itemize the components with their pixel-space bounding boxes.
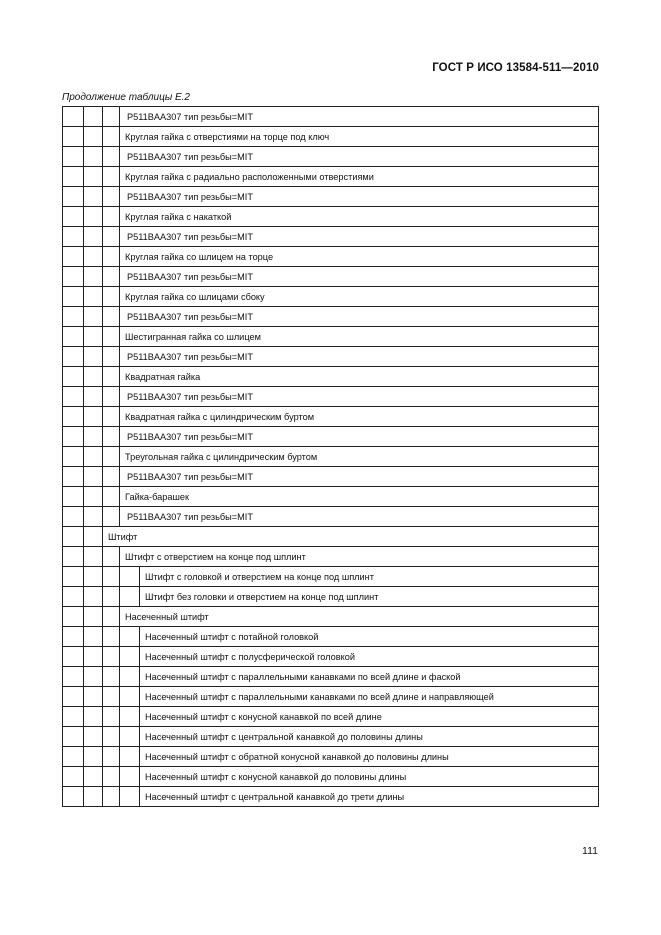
indent-cell <box>84 547 103 567</box>
indent-cell <box>63 187 84 207</box>
indent-cell <box>84 427 103 447</box>
indent-cell <box>84 647 103 667</box>
indent-cell <box>63 107 84 127</box>
indent-cell <box>103 507 120 527</box>
table-row <box>63 187 599 207</box>
indent-cell <box>84 747 103 767</box>
indent-cell <box>63 247 84 267</box>
class-name-cell: Насеченный штифт с параллельными канавками по всей длине и фаской <box>140 667 599 687</box>
indent-cell <box>63 347 84 367</box>
table-row <box>63 707 599 727</box>
class-name-cell: Шестигранная гайка со шлицем <box>120 327 599 347</box>
table-row <box>63 447 599 467</box>
indent-cell <box>103 447 120 467</box>
table-row <box>63 327 599 347</box>
table-row <box>63 727 599 747</box>
table-row <box>63 767 599 787</box>
table-row <box>63 227 599 247</box>
class-name-cell: Насеченный штифт с полусферической головкой <box>140 647 599 667</box>
class-name-cell: Штифт без головки и отверстием на конце под шплинт <box>140 587 599 607</box>
table-row <box>63 247 599 267</box>
class-name-cell: Круглая гайка с радиально расположенными отверстиями <box>120 167 599 187</box>
table-row <box>63 127 599 147</box>
indent-cell <box>103 107 120 127</box>
table-row <box>63 667 599 687</box>
indent-cell <box>84 367 103 387</box>
property-code-cell: P511BAA307 тип резьбы=MIT <box>120 347 599 367</box>
indent-cell <box>103 307 120 327</box>
indent-cell <box>103 627 120 647</box>
indent-cell <box>103 607 120 627</box>
table-row <box>63 607 599 627</box>
indent-cell <box>103 367 120 387</box>
indent-cell <box>84 147 103 167</box>
indent-cell <box>63 367 84 387</box>
indent-cell <box>63 707 84 727</box>
property-code-cell: P511BAA307 тип резьбы=MIT <box>120 507 599 527</box>
class-name-cell: Штифт с отверстием на конце под шплинт <box>120 547 599 567</box>
indent-cell <box>63 527 84 547</box>
indent-cell <box>84 267 103 287</box>
indent-cell <box>63 167 84 187</box>
indent-cell <box>84 507 103 527</box>
indent-cell <box>84 407 103 427</box>
indent-cell <box>84 487 103 507</box>
indent-cell <box>103 127 120 147</box>
class-name-cell: Насеченный штифт с конусной канавкой до половины длины <box>140 767 599 787</box>
indent-cell <box>120 667 140 687</box>
property-code-cell: P511BAA307 тип резьбы=MIT <box>120 307 599 327</box>
table-row <box>63 307 599 327</box>
table-row <box>63 387 599 407</box>
indent-cell <box>120 627 140 647</box>
class-name-cell: Круглая гайка с накаткой <box>120 207 599 227</box>
indent-cell <box>63 327 84 347</box>
class-name-cell: Круглая гайка со шлицами сбоку <box>120 287 599 307</box>
indent-cell <box>103 707 120 727</box>
indent-cell <box>63 747 84 767</box>
classification-table <box>62 106 599 807</box>
property-code-cell: P511BAA307 тип резьбы=MIT <box>120 227 599 247</box>
table-row <box>63 567 599 587</box>
table-row <box>63 627 599 647</box>
page-number: 111 <box>582 845 598 857</box>
indent-cell <box>103 467 120 487</box>
table-row <box>63 787 599 807</box>
indent-cell <box>84 667 103 687</box>
table-row <box>63 487 599 507</box>
indent-cell <box>63 487 84 507</box>
indent-cell <box>103 667 120 687</box>
indent-cell <box>84 287 103 307</box>
indent-cell <box>103 647 120 667</box>
indent-cell <box>63 507 84 527</box>
indent-cell <box>120 567 140 587</box>
indent-cell <box>84 307 103 327</box>
indent-cell <box>84 567 103 587</box>
property-code-cell: P511BAA307 тип резьбы=MIT <box>120 187 599 207</box>
table-row <box>63 687 599 707</box>
table-row <box>63 407 599 427</box>
indent-cell <box>63 647 84 667</box>
indent-cell <box>103 247 120 267</box>
table-row <box>63 467 599 487</box>
table-row <box>63 347 599 367</box>
indent-cell <box>63 267 84 287</box>
class-name-cell: Квадратная гайка с цилиндрическим буртом <box>120 407 599 427</box>
indent-cell <box>63 567 84 587</box>
class-name-cell: Насеченный штифт с центральной канавкой до трети длины <box>140 787 599 807</box>
indent-cell <box>120 767 140 787</box>
indent-cell <box>120 647 140 667</box>
class-name-cell: Насеченный штифт с конусной канавкой по всей длине <box>140 707 599 727</box>
indent-cell <box>63 547 84 567</box>
table-row <box>63 107 599 127</box>
indent-cell <box>120 727 140 747</box>
class-name-cell: Насеченный штифт с потайной головкой <box>140 627 599 647</box>
indent-cell <box>84 127 103 147</box>
table-row <box>63 367 599 387</box>
indent-cell <box>63 287 84 307</box>
indent-cell <box>84 327 103 347</box>
indent-cell <box>63 127 84 147</box>
indent-cell <box>84 387 103 407</box>
indent-cell <box>63 207 84 227</box>
indent-cell <box>103 427 120 447</box>
class-name-cell: Круглая гайка с отверстиями на торце под ключ <box>120 127 599 147</box>
class-name-cell: Квадратная гайка <box>120 367 599 387</box>
class-name-cell: Насеченный штифт с центральной канавкой до половины длины <box>140 727 599 747</box>
indent-cell <box>84 587 103 607</box>
indent-cell <box>63 687 84 707</box>
indent-cell <box>120 587 140 607</box>
indent-cell <box>63 727 84 747</box>
indent-cell <box>63 667 84 687</box>
table-row <box>63 207 599 227</box>
indent-cell <box>84 787 103 807</box>
indent-cell <box>84 607 103 627</box>
indent-cell <box>63 787 84 807</box>
table-row <box>63 147 599 167</box>
indent-cell <box>103 767 120 787</box>
indent-cell <box>84 447 103 467</box>
indent-cell <box>120 787 140 807</box>
indent-cell <box>63 767 84 787</box>
indent-cell <box>120 687 140 707</box>
indent-cell <box>84 627 103 647</box>
property-code-cell: P511BAA307 тип резьбы=MIT <box>120 387 599 407</box>
indent-cell <box>63 427 84 447</box>
indent-cell <box>103 207 120 227</box>
indent-cell <box>84 187 103 207</box>
table-body <box>63 107 599 807</box>
table-row <box>63 747 599 767</box>
table-row <box>63 167 599 187</box>
indent-cell <box>84 467 103 487</box>
class-name-cell: Треугольная гайка с цилиндрическим буртом <box>120 447 599 467</box>
indent-cell <box>103 547 120 567</box>
class-name-cell: Насеченный штифт с параллельными канавками по всей длине и направляющей <box>140 687 599 707</box>
property-code-cell: P511BAA307 тип резьбы=MIT <box>120 147 599 167</box>
indent-cell <box>103 727 120 747</box>
indent-cell <box>84 527 103 547</box>
indent-cell <box>63 407 84 427</box>
class-name-cell: Штифт <box>103 527 599 547</box>
table-row <box>63 587 599 607</box>
indent-cell <box>63 147 84 167</box>
indent-cell <box>103 187 120 207</box>
indent-cell <box>103 287 120 307</box>
indent-cell <box>63 447 84 467</box>
indent-cell <box>84 107 103 127</box>
indent-cell <box>84 767 103 787</box>
indent-cell <box>103 687 120 707</box>
indent-cell <box>84 207 103 227</box>
indent-cell <box>63 587 84 607</box>
table-row <box>63 647 599 667</box>
table-caption: Продолжение таблицы Е.2 <box>62 92 190 103</box>
indent-cell <box>84 727 103 747</box>
property-code-cell: P511BAA307 тип резьбы=MIT <box>120 427 599 447</box>
indent-cell <box>103 587 120 607</box>
indent-cell <box>84 227 103 247</box>
indent-cell <box>63 307 84 327</box>
document-standard-header: ГОСТ Р ИСО 13584-511—2010 <box>432 62 599 74</box>
indent-cell <box>103 327 120 347</box>
indent-cell <box>103 227 120 247</box>
indent-cell <box>103 347 120 367</box>
indent-cell <box>84 707 103 727</box>
property-code-cell: P511BAA307 тип резьбы=MIT <box>120 467 599 487</box>
table-row <box>63 507 599 527</box>
indent-cell <box>63 627 84 647</box>
indent-cell <box>103 147 120 167</box>
indent-cell <box>63 607 84 627</box>
property-code-cell: P511BAA307 тип резьбы=MIT <box>120 107 599 127</box>
indent-cell <box>103 407 120 427</box>
indent-cell <box>120 707 140 727</box>
table-row <box>63 267 599 287</box>
indent-cell <box>103 267 120 287</box>
indent-cell <box>103 787 120 807</box>
table-row <box>63 527 599 547</box>
property-code-cell: P511BAA307 тип резьбы=MIT <box>120 267 599 287</box>
indent-cell <box>84 687 103 707</box>
class-name-cell: Насеченный штифт <box>120 607 599 627</box>
indent-cell <box>103 387 120 407</box>
indent-cell <box>103 167 120 187</box>
indent-cell <box>103 487 120 507</box>
indent-cell <box>84 247 103 267</box>
table-row <box>63 427 599 447</box>
indent-cell <box>63 387 84 407</box>
indent-cell <box>103 567 120 587</box>
class-name-cell: Штифт с головкой и отверстием на конце под шплинт <box>140 567 599 587</box>
indent-cell <box>84 347 103 367</box>
class-name-cell: Круглая гайка со шлицем на торце <box>120 247 599 267</box>
class-name-cell: Гайка-барашек <box>120 487 599 507</box>
indent-cell <box>63 467 84 487</box>
indent-cell <box>84 167 103 187</box>
indent-cell <box>63 227 84 247</box>
table-row <box>63 287 599 307</box>
table-row <box>63 547 599 567</box>
indent-cell <box>120 747 140 767</box>
class-name-cell: Насеченный штифт с обратной конусной канавкой до половины длины <box>140 747 599 767</box>
indent-cell <box>103 747 120 767</box>
